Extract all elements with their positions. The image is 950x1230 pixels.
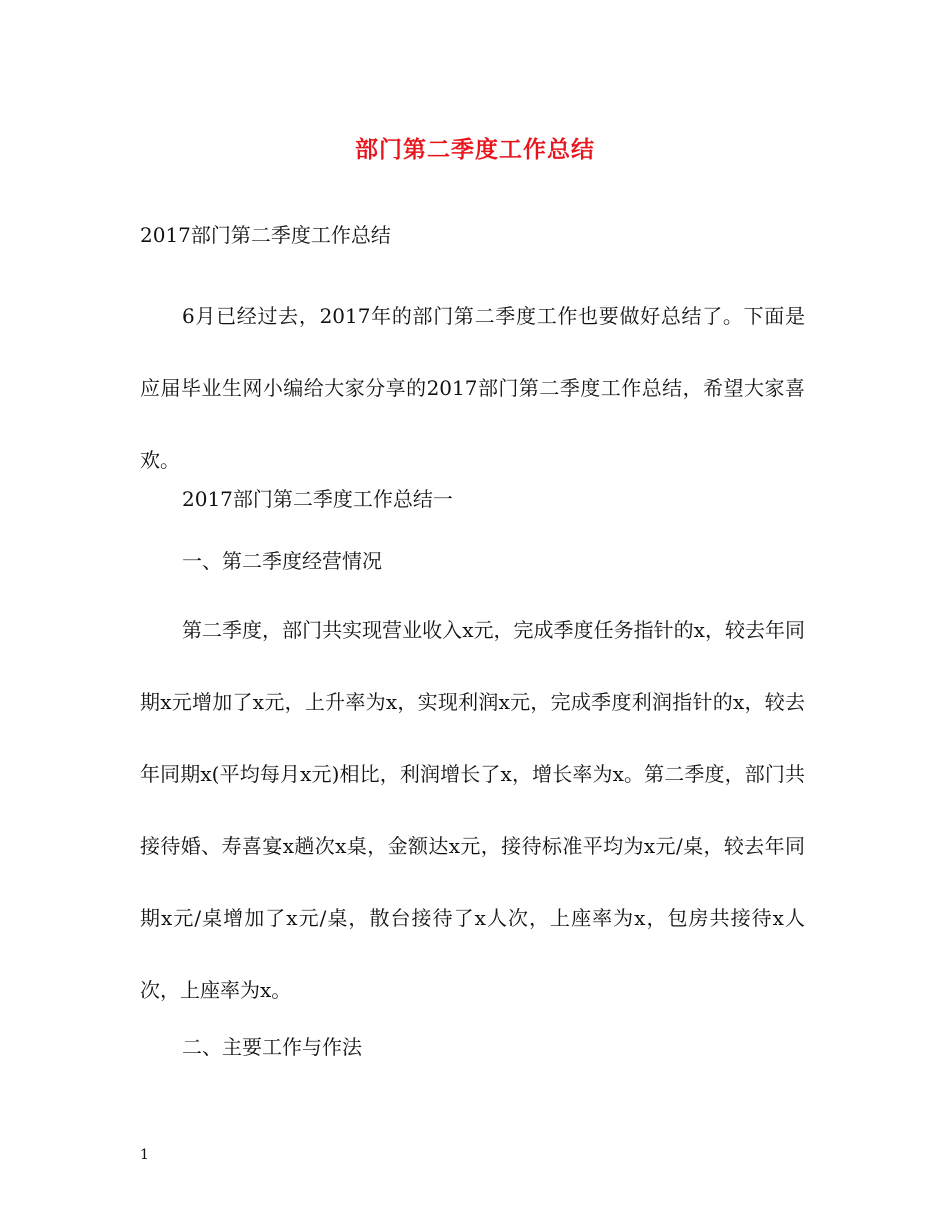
heading-operations: 一、第二季度经营情况 bbox=[182, 549, 382, 573]
section-heading: 2017部门第二季度工作总结一 bbox=[182, 487, 453, 511]
operations-paragraph: 第二季度，部门共实现营业收入x元，完成季度任务指针的x，较去年同期x元增加了x元，上升率为x，实现利润x元，完成季度利润指针的x，较去年同期x(平均每月x元)相比，利润增长了x，增长率为x。第二季度，部门共接待婚、寿喜宴x趟次x桌，金额达x元，接待标准平均为x元/桌，较去年同期x元/桌增加了x元/桌，散台接待了x人次，上座率为x，包房共接待x人次，上座率为x。 bbox=[140, 618, 805, 1002]
page-number: 1 bbox=[140, 1147, 149, 1163]
document-title: 部门第二季度工作总结 bbox=[355, 136, 595, 163]
intro-paragraph: 6月已经过去，2017年的部门第二季度工作也要做好总结了。下面是应届毕业生网小编给大家分享的2017部门第二季度工作总结，希望大家喜欢。 bbox=[140, 304, 805, 472]
document-subtitle: 2017部门第二季度工作总结 bbox=[140, 223, 391, 247]
heading-main-work: 二、主要工作与作法 bbox=[182, 1035, 362, 1059]
